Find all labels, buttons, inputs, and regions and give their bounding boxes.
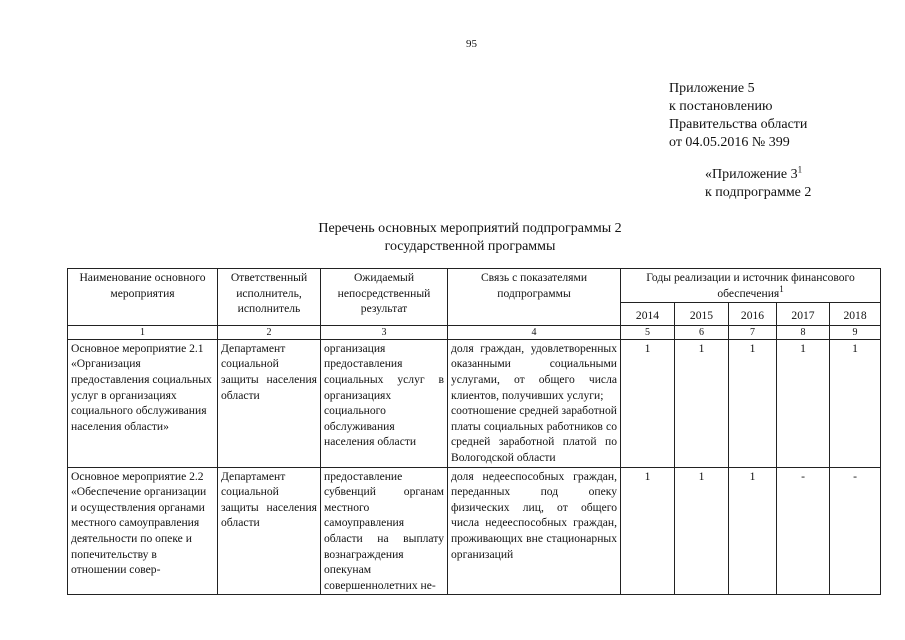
subprogram-appendix-header bbox=[705, 166, 811, 202]
table-row bbox=[68, 467, 881, 595]
column-number: 2 bbox=[218, 325, 321, 339]
activity-link: доля граждан, удовлетворенных оказанными социальными услугами, от общего числа клиентов, получивших услуги; соотношение средней заработной платы социальных работников со средней заработной платой по Вологодской области bbox=[448, 339, 621, 467]
activities-table bbox=[67, 268, 881, 595]
year-value: - bbox=[830, 467, 881, 595]
header-name: Наименование основного мероприятия bbox=[68, 269, 218, 326]
header-result: Ожидаемый непосредственный результат bbox=[321, 269, 448, 326]
year-value: 1 bbox=[675, 339, 729, 467]
activity-result: предоставление субвенций органам местного самоуправления области на выплату вознаграждения опекунам совершеннолетних не- bbox=[321, 467, 448, 595]
year-value: 1 bbox=[729, 467, 777, 595]
column-number: 4 bbox=[448, 325, 621, 339]
appendix-line: Приложение 5 bbox=[669, 81, 755, 96]
year-value: - bbox=[777, 467, 830, 595]
year-header: 2017 bbox=[777, 303, 830, 326]
year-value: 1 bbox=[777, 339, 830, 467]
header-link: Связь с показателями подпрограммы bbox=[448, 269, 621, 326]
title-line: государственной программы bbox=[384, 239, 556, 254]
column-number: 1 bbox=[68, 325, 218, 339]
appendix-line: к постановлению bbox=[669, 99, 773, 114]
year-value: 1 bbox=[830, 339, 881, 467]
activity-result: организация предоставления социальных услуг в организациях социального обслуживания населения области bbox=[321, 339, 448, 467]
header-years-group: Годы реализации и источник финансового обеспечения$^1$ bbox=[621, 269, 881, 303]
table-row bbox=[68, 339, 881, 467]
activity-name: Основное мероприятие 2.1 «Организация предоставления социальных услуг в организациях социального обслуживания населения области» bbox=[68, 339, 218, 467]
year-value: 1 bbox=[729, 339, 777, 467]
year-header: 2015 bbox=[675, 303, 729, 326]
page-number: 95 bbox=[466, 38, 477, 50]
document-title bbox=[270, 220, 670, 256]
column-number: 8 bbox=[777, 325, 830, 339]
title-line: Перечень основных мероприятий подпрограммы 2 bbox=[318, 221, 622, 236]
year-header: 2016 bbox=[729, 303, 777, 326]
column-number: 5 bbox=[621, 325, 675, 339]
subprogram-appendix-line: к подпрограмме 2 bbox=[705, 185, 812, 200]
subprogram-appendix-line: «Приложение $3^1$ bbox=[705, 164, 803, 182]
column-number-row bbox=[68, 325, 881, 339]
year-header: 2014 bbox=[621, 303, 675, 326]
column-number: 6 bbox=[675, 325, 729, 339]
header-row bbox=[68, 269, 881, 303]
year-value: 1 bbox=[621, 339, 675, 467]
column-number: 3 bbox=[321, 325, 448, 339]
activity-link: доля недееспособных граждан, переданных под опеку физических лиц, от общего числа недееспособных граждан, проживающих вне стационарных организаций bbox=[448, 467, 621, 595]
appendix-line: Правительства области bbox=[669, 117, 808, 132]
year-value: 1 bbox=[675, 467, 729, 595]
activity-executor: Департамент социальной защиты населения области bbox=[218, 339, 321, 467]
activity-executor: Департамент социальной защиты населения области bbox=[218, 467, 321, 595]
activity-name: Основное мероприятие 2.2 «Обеспечение организации и осуществления органами местного самоуправления деятельности по опеке и попечительству в отношении совер- bbox=[68, 467, 218, 595]
appendix-header bbox=[669, 80, 807, 152]
year-header: 2018 bbox=[830, 303, 881, 326]
header-executor: Ответственный исполнитель, исполнитель bbox=[218, 269, 321, 326]
column-number: 9 bbox=[830, 325, 881, 339]
column-number: 7 bbox=[729, 325, 777, 339]
appendix-line: от 04.05.2016 № 399 bbox=[669, 135, 790, 150]
year-value: 1 bbox=[621, 467, 675, 595]
